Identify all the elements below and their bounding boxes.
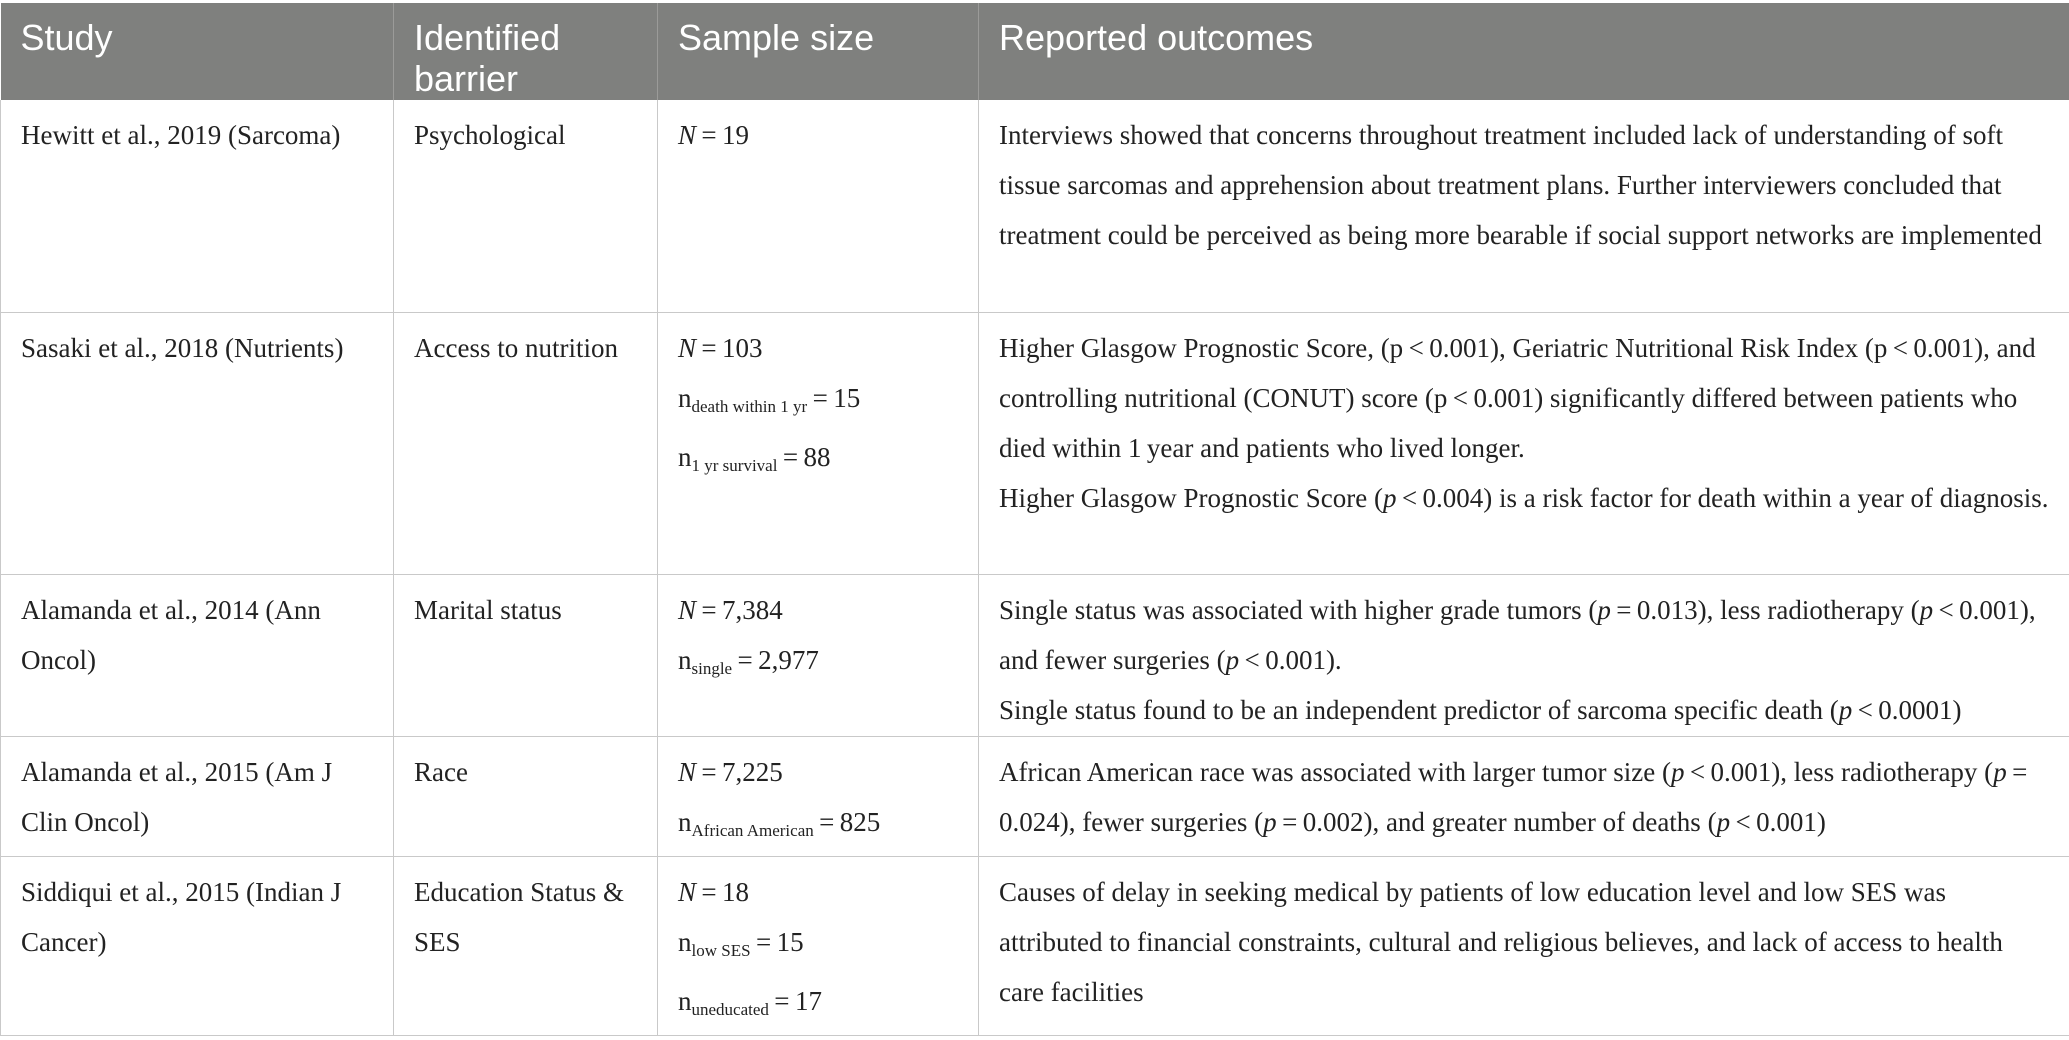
sample-subgroup: $n_{African American} = 825$ xyxy=(678,806,881,840)
outcomes-cell xyxy=(979,100,2069,312)
outcomes-cell xyxy=(979,574,2069,736)
sample-size-cell xyxy=(658,100,979,312)
outcome-text: African American race was associated with larger tumor size (p < 0.001), less radiotherapy (p = 0.024), fewer surgeries (p = 0.002), and greater number of deaths (p < 0.001) xyxy=(999,756,2033,837)
sample-size-cell xyxy=(658,574,979,736)
sample-size-cell xyxy=(658,736,979,856)
header-reported-outcomes: Reported outcomes xyxy=(979,3,2069,100)
barrier-cell: Access to nutrition xyxy=(394,312,658,574)
table-row xyxy=(1,100,2069,312)
sample-total: N = 19 xyxy=(678,120,750,150)
table-row xyxy=(1,856,2069,1035)
sample-size-cell xyxy=(658,856,979,1035)
sample-total: N = 7,384 xyxy=(678,594,783,625)
outcomes-cell xyxy=(979,856,2069,1035)
barriers-table xyxy=(0,3,2069,1036)
sample-subgroup: $n_{1 yr survival} = 88$ xyxy=(678,441,831,475)
outcome-text: Single status was associated with higher grade tumors (p = 0.013), less radiotherapy (p < 0.001), and fewer surgeries (p < 0.001). xyxy=(999,594,2036,675)
outcomes-cell xyxy=(979,736,2069,856)
sample-size-cell xyxy=(658,312,979,574)
outcome-text: Higher Glasgow Prognostic Score (p < 0.004) is a risk factor for death within a year of diagnosis. xyxy=(999,482,2049,513)
table-row xyxy=(1,574,2069,736)
sample-subgroup-label: 1 yr survival xyxy=(691,455,778,475)
sample-total: N = 103 xyxy=(678,332,763,363)
sample-subgroup: $n_{low SES} = 15$ xyxy=(678,926,804,960)
header-identified-barrier: Identified barrier xyxy=(394,3,658,100)
study-cell: Alamanda et al., 2014 (Ann Oncol) xyxy=(1,574,394,736)
sample-total: N = 7,225 xyxy=(678,756,783,787)
sample-subgroup-label: low SES xyxy=(691,940,751,960)
header-study: Study xyxy=(1,3,394,100)
study-cell: Sasaki et al., 2018 (Nutrients) xyxy=(1,312,394,574)
sample-subgroup: $n_{single} = 2,977$ xyxy=(678,644,819,678)
table-row xyxy=(1,736,2069,856)
study-cell: Alamanda et al., 2015 (Am J Clin Oncol) xyxy=(1,736,394,856)
sample-subgroup: $n_{death within 1 yr} = 15$ xyxy=(678,382,861,416)
outcome-text: Higher Glasgow Prognostic Score, (p < 0.001), Geriatric Nutritional Risk Index (p < 0.001), and controlling nutritional (CONUT) score (p < 0.001) significantly differed between patients who died within 1 year and patients who lived longer. xyxy=(999,332,2036,463)
outcome-text: Causes of delay in seeking medical by patients of low education level and low SES was attributed to financial constraints, cultural and religious believes, and lack of access to health care facilities xyxy=(999,876,2003,1007)
table-body xyxy=(1,100,2069,1035)
sample-subgroup-label: death within 1 yr xyxy=(691,396,808,416)
sample-subgroup: $n_{uneducated} = 17$ xyxy=(678,985,822,1019)
sample-subgroup-label: single xyxy=(691,658,733,678)
barrier-cell: Marital status xyxy=(394,574,658,736)
table-row xyxy=(1,312,2069,574)
header-sample-size: Sample size xyxy=(658,3,979,100)
header-row xyxy=(1,3,2069,100)
barrier-cell: Race xyxy=(394,736,658,856)
sample-total: N = 18 xyxy=(678,876,750,907)
study-cell: Siddiqui et al., 2015 (Indian J Cancer) xyxy=(1,856,394,1035)
table-header xyxy=(1,3,2069,100)
outcome-text: Interviews showed that concerns throughout treatment included lack of understanding of soft tissue sarcomas and apprehension about treatment plans. Further interviewers concluded that treatment could be perceived as being more bearable if social support networks are implemented xyxy=(999,120,2042,250)
sample-subgroup-label: uneducated xyxy=(691,999,769,1019)
outcome-text: Single status found to be an independent predictor of sarcoma specific death (p < 0.0001) xyxy=(999,694,1962,725)
barrier-cell: Education Status & SES xyxy=(394,856,658,1035)
barrier-cell: Psychological xyxy=(394,100,658,312)
outcomes-cell xyxy=(979,312,2069,574)
sample-subgroup-label: African American xyxy=(691,820,814,840)
study-cell: Hewitt et al., 2019 (Sarcoma) xyxy=(1,100,394,312)
